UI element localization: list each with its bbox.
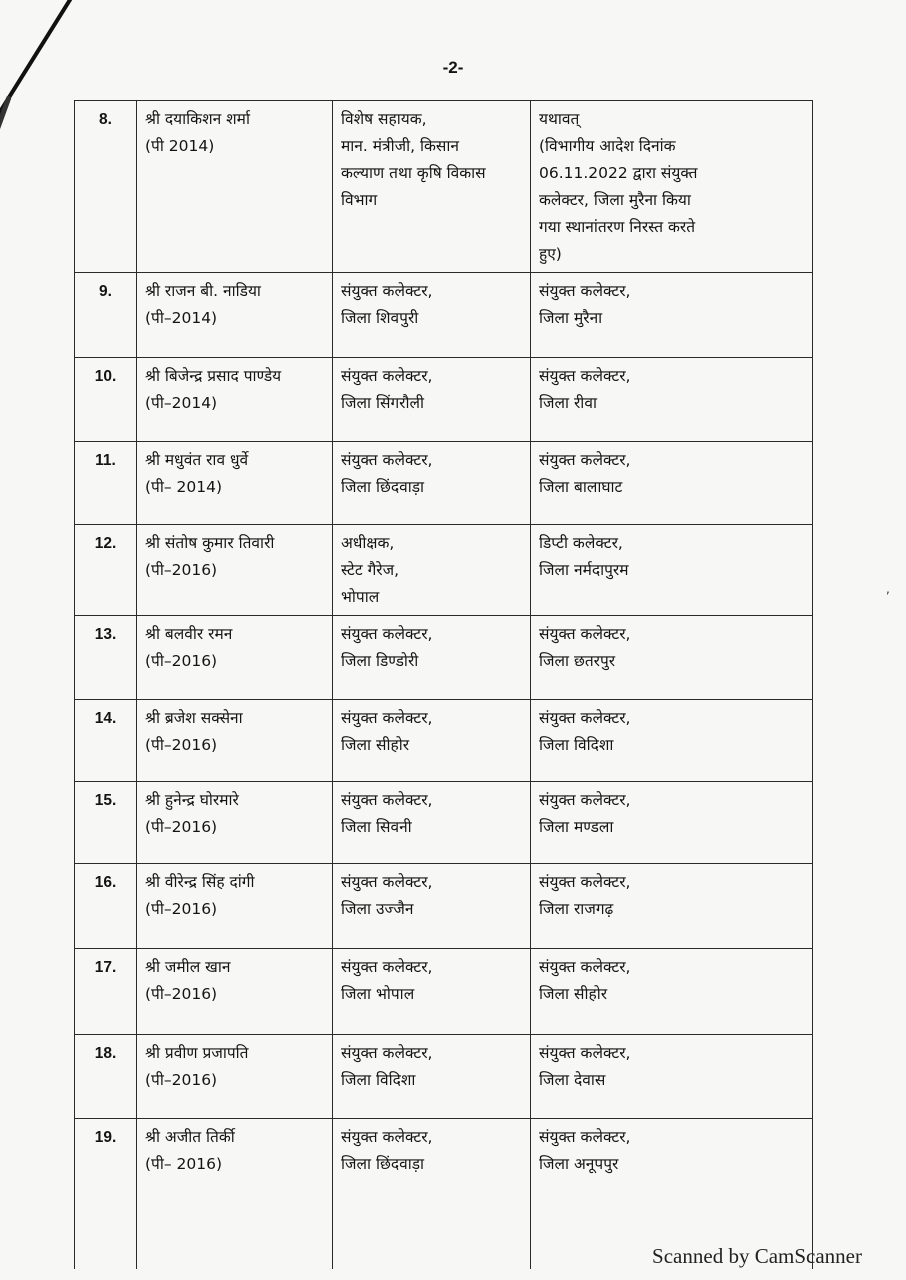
current-posting-line: विभाग bbox=[341, 191, 378, 209]
current-posting-line: मान. मंत्रीजी, किसान bbox=[341, 137, 459, 155]
new-posting-line: जिला विदिशा bbox=[539, 736, 614, 754]
serial-number: 19. bbox=[75, 1119, 137, 1269]
new-posting-line: संयुक्त कलेक्टर, bbox=[539, 873, 631, 891]
new-posting-cell bbox=[531, 358, 813, 442]
new-posting-line: यथावत् bbox=[539, 110, 580, 128]
transfer-order-table bbox=[74, 100, 813, 1269]
new-posting-line: संयुक्त कलेक्टर, bbox=[539, 958, 631, 976]
table-row bbox=[75, 700, 813, 782]
current-posting-line: जिला छिंदवाड़ा bbox=[341, 1155, 425, 1173]
current-posting-line: जिला छिंदवाड़ा bbox=[341, 478, 425, 496]
current-posting-line: संयुक्त कलेक्टर, bbox=[341, 1044, 433, 1062]
current-posting-line: जिला सीहोर bbox=[341, 736, 410, 754]
officer-name: श्री वीरेन्द्र सिंह दांगी bbox=[145, 873, 255, 891]
officer-name: श्री मधुवंत राव धुर्वे bbox=[145, 451, 249, 469]
officer-name: श्री बलवीर रमन bbox=[145, 625, 233, 643]
current-posting-cell bbox=[333, 273, 531, 358]
current-posting-cell bbox=[333, 1035, 531, 1119]
current-posting-line: जिला उज्जैन bbox=[341, 900, 414, 918]
officer-name: श्री दयाकिशन शर्मा bbox=[145, 110, 250, 128]
officer-name: श्री हुनेन्द्र घोरमारे bbox=[145, 791, 239, 809]
new-posting-line: डिप्टी कलेक्टर, bbox=[539, 534, 623, 552]
current-posting-line: संयुक्त कलेक्टर, bbox=[341, 873, 433, 891]
table-row bbox=[75, 864, 813, 949]
current-posting-line: जिला भोपाल bbox=[341, 985, 415, 1003]
officer-batch: (पी–2016) bbox=[145, 900, 218, 918]
current-posting-line: कल्याण तथा कृषि विकास bbox=[341, 164, 486, 182]
officer-cell bbox=[137, 864, 333, 949]
serial-number: 18. bbox=[75, 1035, 137, 1119]
current-posting-cell bbox=[333, 782, 531, 864]
table-row bbox=[75, 782, 813, 864]
table-row bbox=[75, 101, 813, 273]
serial-number: 11. bbox=[75, 442, 137, 525]
officer-cell bbox=[137, 616, 333, 700]
new-posting-line: संयुक्त कलेक्टर, bbox=[539, 451, 631, 469]
officer-batch: (पी–2016) bbox=[145, 561, 218, 579]
new-posting-line: जिला सीहोर bbox=[539, 985, 608, 1003]
officer-cell bbox=[137, 1119, 333, 1269]
officer-name: श्री प्रवीण प्रजापति bbox=[145, 1044, 249, 1062]
officer-name: श्री अजीत तिर्की bbox=[145, 1128, 235, 1146]
new-posting-cell bbox=[531, 782, 813, 864]
serial-number: 12. bbox=[75, 525, 137, 616]
current-posting-line: संयुक्त कलेक्टर, bbox=[341, 958, 433, 976]
current-posting-cell bbox=[333, 700, 531, 782]
new-posting-line: जिला राजगढ़ bbox=[539, 900, 614, 918]
serial-number: 9. bbox=[75, 273, 137, 358]
serial-number: 15. bbox=[75, 782, 137, 864]
current-posting-line: संयुक्त कलेक्टर, bbox=[341, 1128, 433, 1146]
current-posting-line: संयुक्त कलेक्टर, bbox=[341, 282, 433, 300]
current-posting-line: जिला शिवपुरी bbox=[341, 309, 419, 327]
serial-number: 16. bbox=[75, 864, 137, 949]
serial-number: 10. bbox=[75, 358, 137, 442]
current-posting-line: विशेष सहायक, bbox=[341, 110, 427, 128]
table-body bbox=[75, 101, 813, 1269]
officer-batch: (पी–2016) bbox=[145, 1071, 218, 1089]
current-posting-cell bbox=[333, 358, 531, 442]
current-posting-line: अधीक्षक, bbox=[341, 534, 395, 552]
officer-cell bbox=[137, 358, 333, 442]
current-posting-line: जिला विदिशा bbox=[341, 1071, 416, 1089]
officer-cell bbox=[137, 525, 333, 616]
new-posting-line: जिला मुरैना bbox=[539, 309, 603, 327]
officer-cell bbox=[137, 782, 333, 864]
margin-mark: , bbox=[886, 582, 890, 596]
new-posting-line: संयुक्त कलेक्टर, bbox=[539, 367, 631, 385]
officer-cell bbox=[137, 273, 333, 358]
current-posting-line: जिला सिवनी bbox=[341, 818, 412, 836]
new-posting-line: जिला देवास bbox=[539, 1071, 606, 1089]
pen-smudge-decoration bbox=[0, 95, 12, 134]
new-posting-line: हुए) bbox=[539, 245, 562, 263]
current-posting-cell bbox=[333, 864, 531, 949]
new-posting-cell bbox=[531, 442, 813, 525]
new-posting-line: जिला अनूपपुर bbox=[539, 1155, 619, 1173]
new-posting-cell bbox=[531, 700, 813, 782]
new-posting-line: संयुक्त कलेक्टर, bbox=[539, 282, 631, 300]
new-posting-line: संयुक्त कलेक्टर, bbox=[539, 1044, 631, 1062]
table-row bbox=[75, 273, 813, 358]
officer-cell bbox=[137, 101, 333, 273]
new-posting-line: संयुक्त कलेक्टर, bbox=[539, 1128, 631, 1146]
current-posting-line: संयुक्त कलेक्टर, bbox=[341, 625, 433, 643]
current-posting-line: संयुक्त कलेक्टर, bbox=[341, 367, 433, 385]
table-row bbox=[75, 525, 813, 616]
officer-cell bbox=[137, 700, 333, 782]
new-posting-line: संयुक्त कलेक्टर, bbox=[539, 791, 631, 809]
officer-name: श्री ब्रजेश सक्सेना bbox=[145, 709, 243, 727]
officer-batch: (पी–2016) bbox=[145, 736, 218, 754]
current-posting-cell bbox=[333, 442, 531, 525]
current-posting-line: स्टेट गैरेज, bbox=[341, 561, 400, 579]
new-posting-line: संयुक्त कलेक्टर, bbox=[539, 625, 631, 643]
serial-number: 13. bbox=[75, 616, 137, 700]
serial-number: 17. bbox=[75, 949, 137, 1035]
current-posting-line: जिला डिण्डोरी bbox=[341, 652, 419, 670]
serial-number: 8. bbox=[75, 101, 137, 273]
new-posting-line: गया स्थानांतरण निरस्त करते bbox=[539, 218, 696, 236]
new-posting-cell bbox=[531, 273, 813, 358]
officer-batch: (पी– 2016) bbox=[145, 1155, 223, 1173]
table-row bbox=[75, 616, 813, 700]
new-posting-cell bbox=[531, 864, 813, 949]
officer-batch: (पी–2016) bbox=[145, 985, 218, 1003]
current-posting-cell bbox=[333, 1119, 531, 1269]
current-posting-line: जिला सिंगरौली bbox=[341, 394, 425, 412]
officer-cell bbox=[137, 949, 333, 1035]
current-posting-line: संयुक्त कलेक्टर, bbox=[341, 451, 433, 469]
table-row bbox=[75, 358, 813, 442]
officer-cell bbox=[137, 442, 333, 525]
officer-batch: (पी–2016) bbox=[145, 818, 218, 836]
table-row bbox=[75, 949, 813, 1035]
officer-batch: (पी– 2014) bbox=[145, 478, 223, 496]
officer-batch: (पी–2014) bbox=[145, 309, 218, 327]
current-posting-cell bbox=[333, 101, 531, 273]
camscanner-watermark: Scanned by CamScanner bbox=[652, 1244, 862, 1268]
current-posting-line: संयुक्त कलेक्टर, bbox=[341, 709, 433, 727]
officer-batch: (पी–2014) bbox=[145, 394, 218, 412]
officer-batch: (पी–2016) bbox=[145, 652, 218, 670]
new-posting-cell bbox=[531, 1035, 813, 1119]
table-row bbox=[75, 442, 813, 525]
current-posting-cell bbox=[333, 949, 531, 1035]
table-row bbox=[75, 1035, 813, 1119]
new-posting-cell bbox=[531, 616, 813, 700]
new-posting-cell bbox=[531, 101, 813, 273]
new-posting-line: जिला बालाघाट bbox=[539, 478, 623, 496]
new-posting-line: संयुक्त कलेक्टर, bbox=[539, 709, 631, 727]
new-posting-line: जिला नर्मदापुरम bbox=[539, 561, 629, 579]
current-posting-cell bbox=[333, 616, 531, 700]
officer-batch: (पी 2014) bbox=[145, 137, 215, 155]
new-posting-cell bbox=[531, 525, 813, 616]
new-posting-line: (विभागीय आदेश दिनांक bbox=[539, 137, 676, 155]
officer-name: श्री बिजेन्द्र प्रसाद पाण्डेय bbox=[145, 367, 282, 385]
page-number: -2- bbox=[442, 58, 464, 77]
current-posting-line: संयुक्त कलेक्टर, bbox=[341, 791, 433, 809]
new-posting-line: जिला मण्डला bbox=[539, 818, 614, 836]
new-posting-line: जिला छतरपुर bbox=[539, 652, 616, 670]
officer-name: श्री जमील खान bbox=[145, 958, 231, 976]
new-posting-cell bbox=[531, 949, 813, 1035]
current-posting-cell bbox=[333, 525, 531, 616]
officer-name: श्री राजन बी. नाडिया bbox=[145, 282, 261, 300]
new-posting-line: 06.11.2022 द्वारा संयुक्त bbox=[539, 164, 698, 182]
serial-number: 14. bbox=[75, 700, 137, 782]
new-posting-line: जिला रीवा bbox=[539, 394, 597, 412]
officer-cell bbox=[137, 1035, 333, 1119]
new-posting-line: कलेक्टर, जिला मुरैना किया bbox=[539, 191, 691, 209]
officer-name: श्री संतोष कुमार तिवारी bbox=[145, 534, 275, 552]
current-posting-line: भोपाल bbox=[341, 588, 380, 606]
